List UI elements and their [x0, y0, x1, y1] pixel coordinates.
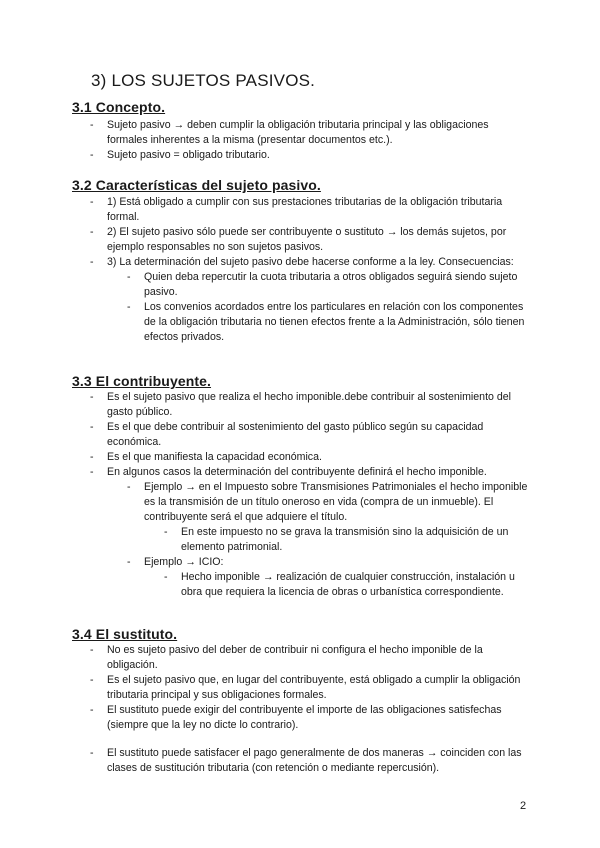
list-item: [90, 465, 530, 600]
section-heading-sustituto: 3.4 El sustituto.: [72, 626, 178, 642]
list-item-text: 3) La determinación del sujeto pasivo debe hacerse conforme a la ley. Consecuencias:: [107, 256, 514, 268]
list-item: - Es el sujeto pasivo que, en lugar del contribuyente, está obligado a cumplir la obligación tributaria principal y sus obligaciones formales.: [90, 673, 530, 703]
section-heading-caracteristicas: 3.2 Características del sujeto pasivo.: [72, 177, 321, 193]
list-item: - Es el que manifiesta la capacidad económica.: [90, 450, 530, 465]
contribuyente-list: [90, 390, 530, 600]
list-item: - Sujeto pasivo → deben cumplir la obligación tributaria principal y las obligaciones formales inherentes a la misma (presentar documentos etc.).: [90, 118, 530, 148]
list-item: - Es el sujeto pasivo que realiza el hecho imponible.debe contribuir al sostenimiento del gasto público.: [90, 390, 530, 420]
list-item: - Quien deba repercutir la cuota tributaria a otros obligados seguirá siendo sujeto pasivo.: [127, 270, 530, 300]
section-heading-concepto: 3.1 Concepto.: [72, 99, 166, 115]
page-number: 2: [520, 800, 527, 812]
list-item: - Hecho imponible → realización de cualquier construcción, instalación u obra que requiera la licencia de obras o urbanística correspondiente.: [164, 570, 530, 600]
list-item: - No es sujeto pasivo del deber de contribuir ni configura el hecho imponible de la obligación.: [90, 643, 530, 673]
list-item: - El sustituto puede exigir del contribuyente el importe de las obligaciones satisfechas (siempre que la ley no dicte lo contrario).: [90, 703, 530, 733]
list-item: [127, 555, 530, 600]
list-item-text: En algunos casos la determinación del contribuyente definirá el hecho imponible.: [107, 466, 487, 478]
ejemplos-list: [127, 480, 530, 600]
example-text: Ejemplo → ICIO:: [144, 556, 224, 568]
list-spacer: [90, 733, 530, 746]
concepto-list: [90, 118, 530, 163]
list-item: [90, 255, 530, 345]
page-title: 3) LOS SUJETOS PASIVOS.: [91, 71, 316, 90]
list-item: - Sujeto pasivo = obligado tributario.: [90, 148, 530, 163]
consecuencias-list: [127, 270, 530, 345]
list-item: - 1) Está obligado a cumplir con sus prestaciones tributarias de la obligación tributaria formal.: [90, 195, 530, 225]
example-text: Ejemplo → en el Impuesto sobre Transmisiones Patrimoniales el hecho imponible es la transmisión de un título oneroso en vida (compra de un inmueble). El contribuyente será el que adquiere el título.: [144, 481, 528, 523]
caracteristicas-list: [90, 195, 530, 345]
list-item: - 2) El sujeto pasivo sólo puede ser contribuyente o sustituto → los demás sujetos, por ejemplo responsables no son sujetos pasivos.: [90, 225, 530, 255]
sustituto-list: [90, 643, 530, 776]
list-item: - Es el que debe contribuir al sostenimiento del gasto público según su capacidad económica.: [90, 420, 530, 450]
list-item: [127, 480, 530, 555]
list-item: - En este impuesto no se grava la transmisión sino la adquisición de un elemento patrimonial.: [164, 525, 530, 555]
list-item: - Los convenios acordados entre los particulares en relación con los componentes de la obligación tributaria no tienen efectos frente a la Administración, sólo tienen efectos privados.: [127, 300, 530, 345]
list-item: - El sustituto puede satisfacer el pago generalmente de dos maneras → coinciden con las clases de sustitución tributaria (con retención o mediante repercusión).: [90, 746, 530, 776]
example-sub-list: [164, 570, 530, 600]
section-heading-contribuyente: 3.3 El contribuyente.: [72, 373, 212, 389]
example-sub-list: [164, 525, 530, 555]
